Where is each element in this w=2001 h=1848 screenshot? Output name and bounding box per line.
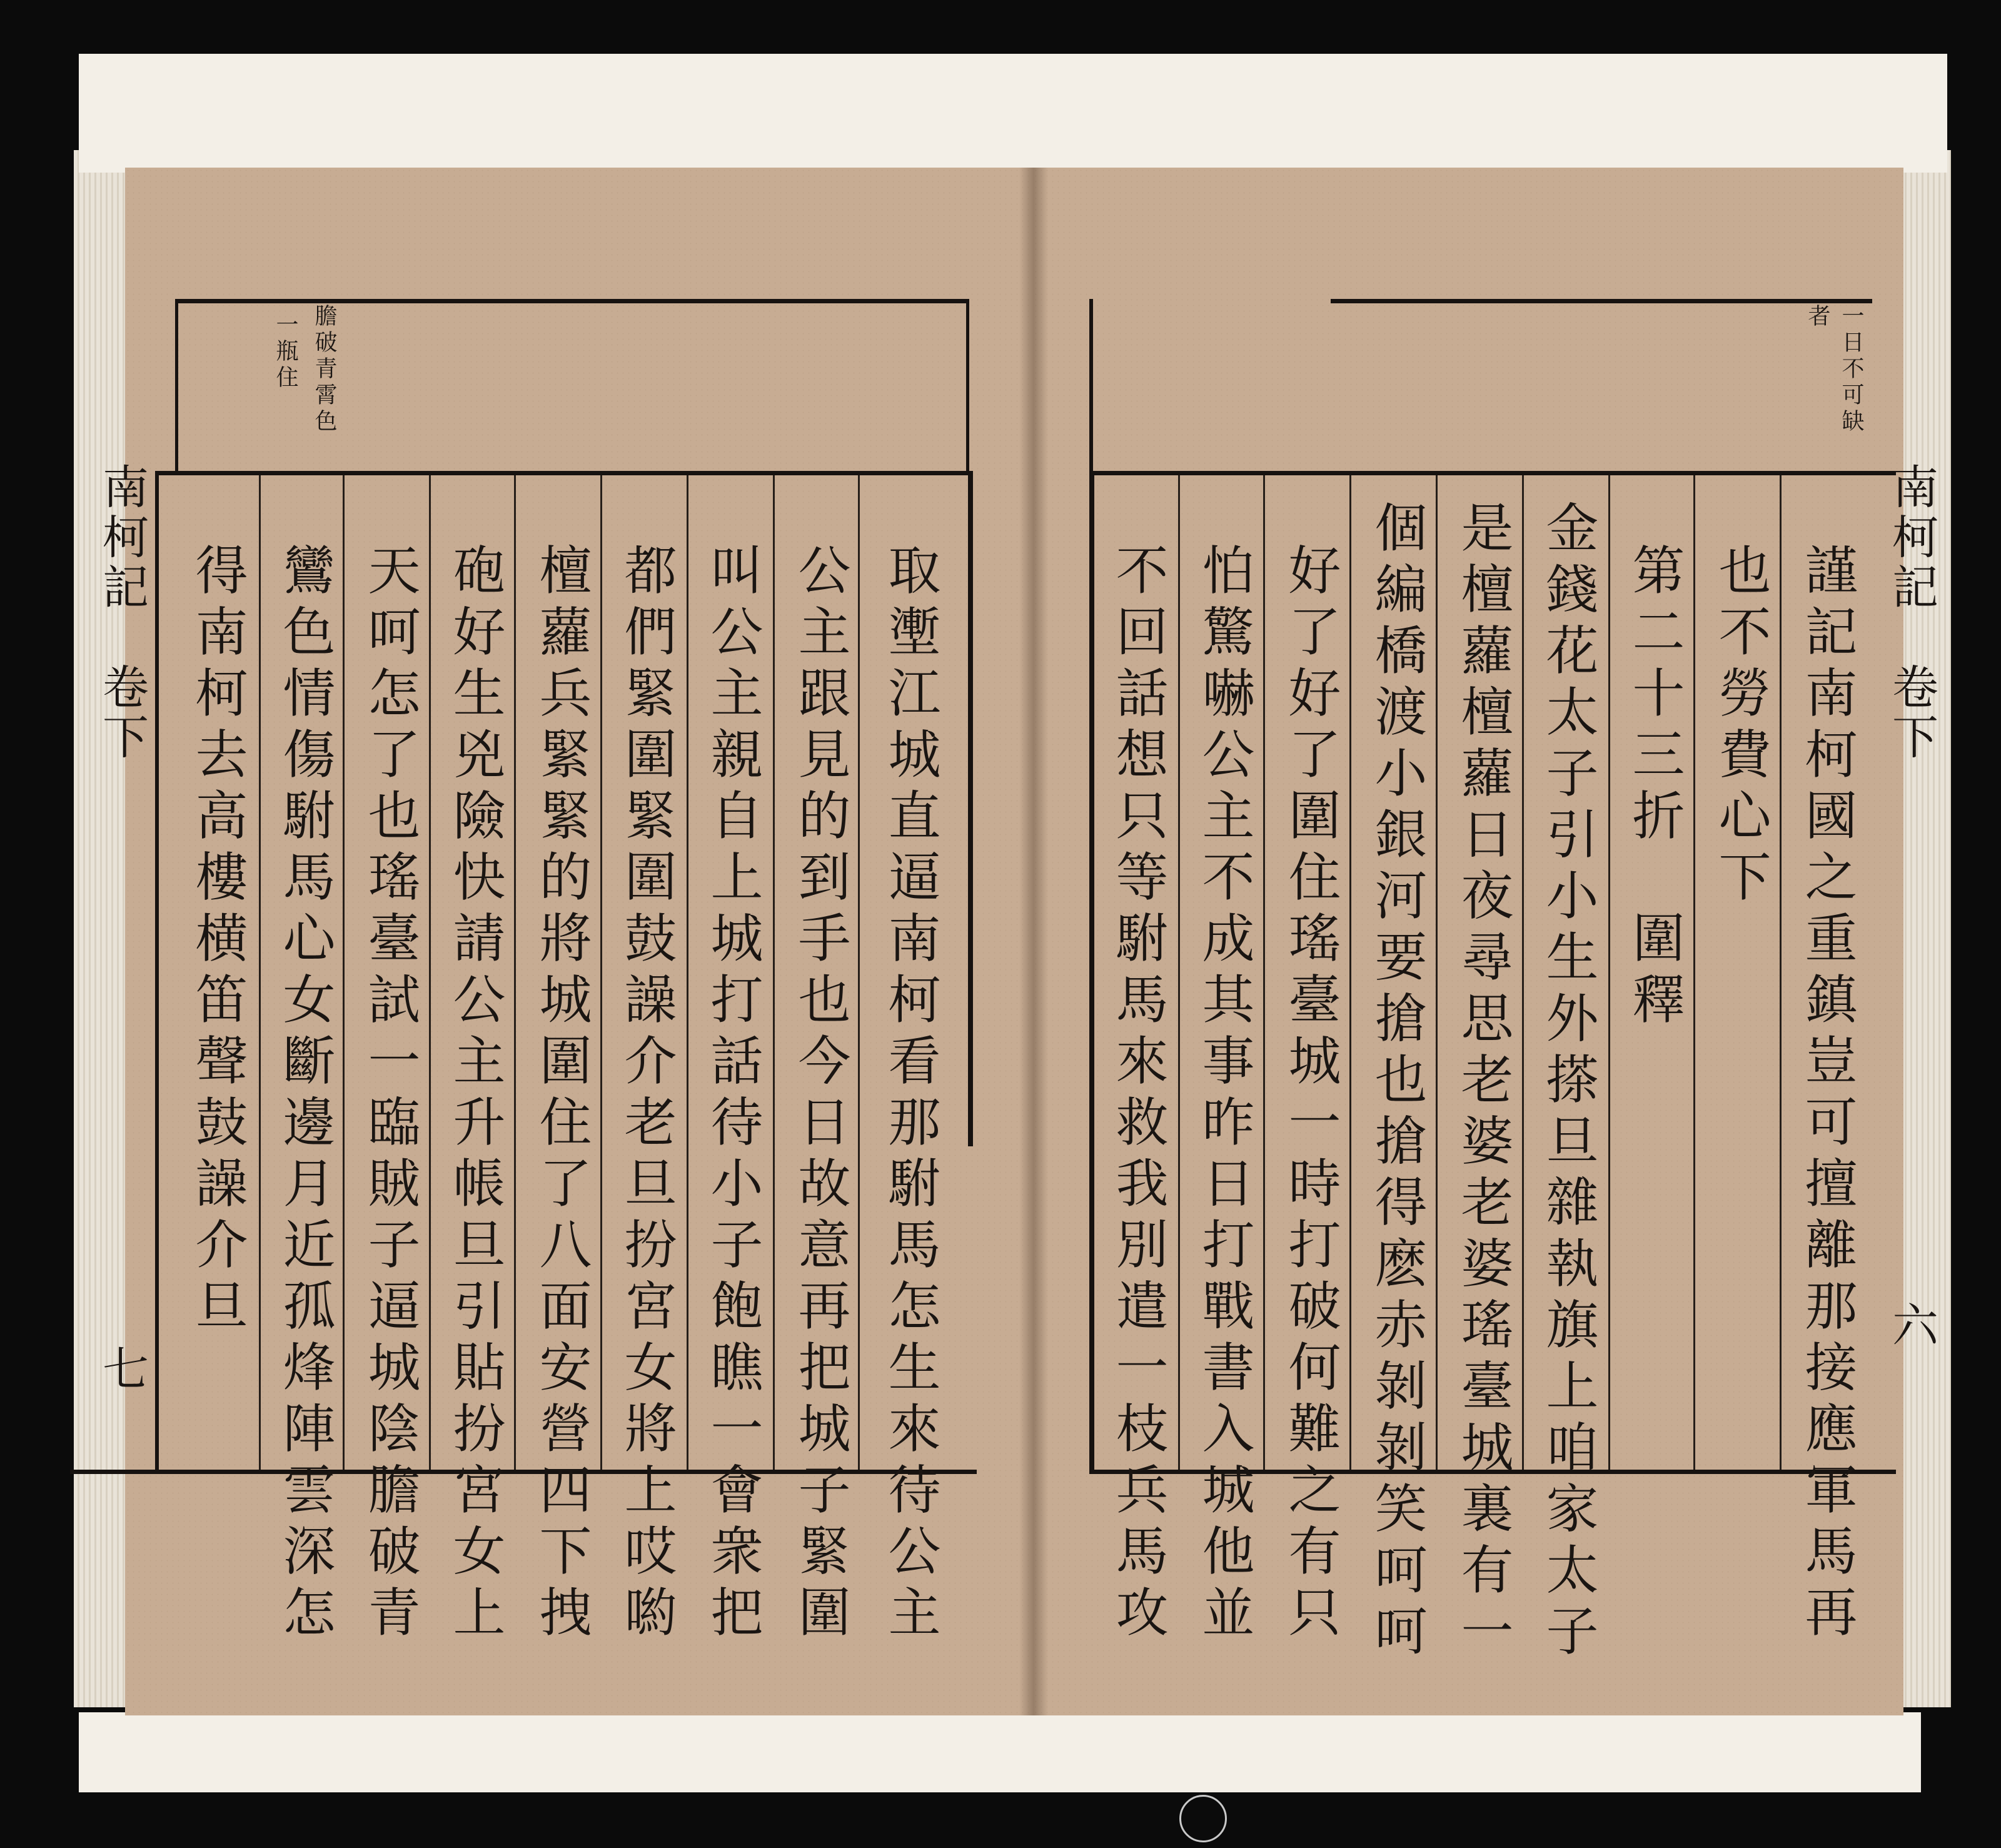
right-col-rule xyxy=(1522,475,1524,1470)
text-block-edge-right xyxy=(1901,150,1951,1707)
right-ban-xin-title: 南柯記 卷下 xyxy=(1885,463,1938,763)
right-col-rule xyxy=(1178,475,1180,1470)
right-col-rule xyxy=(1349,475,1351,1470)
left-header-note-2: 一瓶住 xyxy=(273,313,298,391)
left-inner-border xyxy=(968,471,973,1146)
right-text-column-4: 金錢花太子引小生外搽旦雜執旗上咱家太子 xyxy=(1538,500,1599,1665)
right-col-rule xyxy=(1436,475,1438,1470)
right-col-rule xyxy=(1263,475,1265,1470)
left-text-column-5: 檀蘿兵緊緊的將城圍住了八面安營四下拽 xyxy=(531,543,592,1646)
right-text-column-3: 第二十三折 圍釋 xyxy=(1624,543,1685,1033)
right-col-rule xyxy=(1608,475,1610,1470)
left-text-column-4: 都們緊圍緊圍鼓譟介老旦扮宮女將上哎喲 xyxy=(616,543,677,1646)
left-text-column-1: 取壍江城直逼南柯看那駙馬怎生來待公主 xyxy=(880,543,941,1646)
left-col-rule xyxy=(429,475,431,1470)
right-text-column-6: 個編橋渡小銀河要搶也搶得麽赤剝剝笑呵呵 xyxy=(1366,500,1428,1665)
right-text-column-1: 謹記南柯國之重鎮豈可擅離那接應軍馬再 xyxy=(1797,543,1858,1646)
left-top-rule-main xyxy=(155,471,973,475)
left-header-box-right xyxy=(966,299,969,475)
left-header-note-1: 膽破青霄色 xyxy=(311,304,337,435)
left-top-rule-header xyxy=(175,299,969,303)
right-text-column-8: 怕驚嚇公主不成其事昨日打戰書入城他並 xyxy=(1194,543,1255,1646)
right-top-rule-main xyxy=(1089,471,1896,475)
library-seal-icon xyxy=(1179,1795,1227,1842)
left-col-rule xyxy=(343,475,345,1470)
right-text-column-5: 是檀蘿檀蘿日夜尋思老婆老婆瑤臺城裏有一 xyxy=(1453,500,1514,1665)
left-col-rule xyxy=(259,475,261,1470)
left-ban-xin-title: 南柯記 卷下 xyxy=(95,463,149,763)
right-text-column-7: 好了好了圍住瑤臺城一時打破何難之有只 xyxy=(1280,543,1341,1646)
left-outer-border xyxy=(155,471,159,1474)
flyleaf-bottom-left xyxy=(79,1712,1036,1792)
right-text-column-2: 也不勞費心下 xyxy=(1710,543,1772,911)
left-text-column-8: 鸞色情傷駙馬心女斷邊月近孤烽陣雲深怎 xyxy=(275,543,336,1646)
right-top-rule-header xyxy=(1331,299,1872,303)
right-text-column-9: 不回話想只等駙馬來救我別遣一枝兵馬攻 xyxy=(1107,543,1169,1646)
left-col-rule xyxy=(858,475,860,1470)
gutter-shadow xyxy=(1019,168,1048,1715)
right-header-note-2: 者 xyxy=(1805,304,1830,330)
flyleaf-top-right xyxy=(1033,54,1947,173)
flyleaf-top-left xyxy=(79,54,1036,173)
right-col-rule xyxy=(1780,475,1782,1470)
left-leaf-number: 七 xyxy=(95,1345,149,1395)
right-col-rule xyxy=(1693,475,1695,1470)
left-col-rule xyxy=(514,475,516,1470)
left-text-column-2: 公主跟見的到手也今日故意再把城子緊圍 xyxy=(790,543,851,1646)
left-text-column-7: 天呵怎了也瑤臺試一臨賊子逼城陰膽破青 xyxy=(360,543,421,1646)
right-header-note-1: 一日不可缺 xyxy=(1838,304,1864,435)
left-text-column-9: 得南柯去高樓横笛聲鼓譟介旦 xyxy=(187,543,248,1340)
right-header-box-left xyxy=(1089,299,1093,475)
right-inner-border xyxy=(1089,471,1094,1474)
left-text-column-3: 叫公主親自上城打話待小子飽瞧一會衆把 xyxy=(702,543,764,1646)
left-header-box-left xyxy=(175,299,178,473)
right-leaf-number: 六 xyxy=(1885,1301,1938,1351)
left-col-rule xyxy=(687,475,688,1470)
left-text-column-6: 砲好生兇險快請公主升帳旦引貼扮宮女上 xyxy=(445,543,506,1646)
left-col-rule xyxy=(600,475,602,1470)
left-col-rule xyxy=(773,475,775,1470)
flyleaf-bottom-right xyxy=(1033,1712,1921,1792)
